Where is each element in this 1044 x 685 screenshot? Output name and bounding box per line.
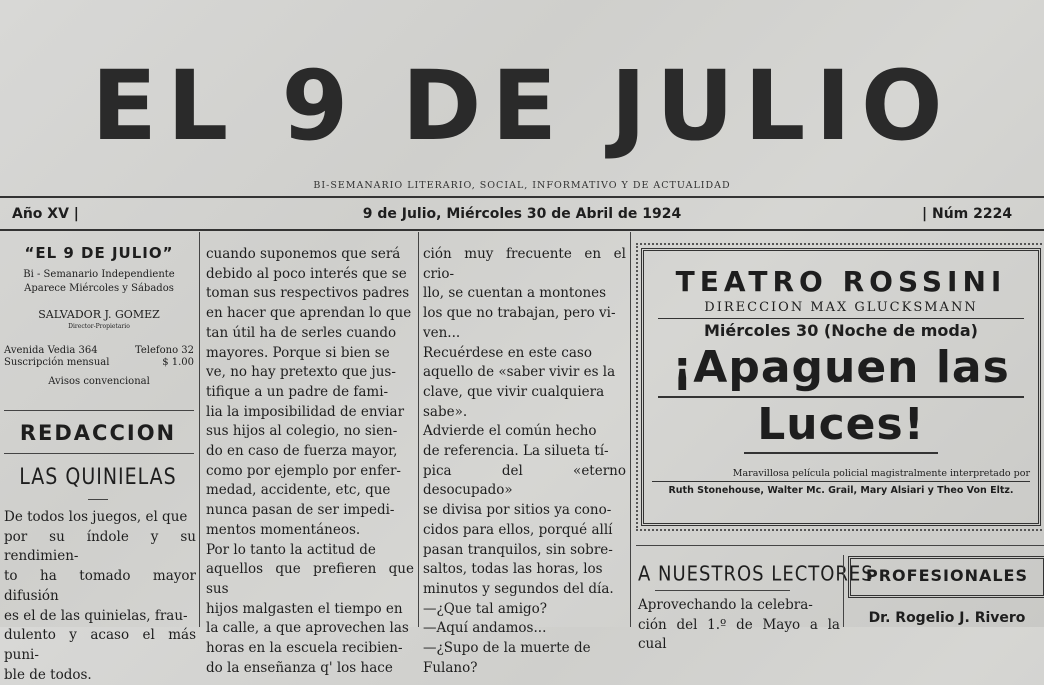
newspaper-subtitle: BI-SEMANARIO LITERARIO, SOCIAL, INFORMATIVO Y DE ACTUALIDAD — [313, 180, 731, 191]
ads-note: Avisos convencional — [48, 376, 150, 387]
issue-date: 9 de Julio, Miércoles 30 de Abril de 1924 — [362, 206, 682, 222]
doctor-name: Dr. Rogelio J. Rivero — [868, 610, 1026, 626]
director-name: SALVADOR J. GOMEZ — [38, 308, 160, 321]
film-description: Maravillosa película policial magistralmente interpretado por — [732, 468, 1030, 479]
theater-direction: DIRECCION MAX GLUCKSMANN — [704, 300, 978, 315]
headline-rule — [655, 590, 790, 591]
ad-rule — [658, 318, 1024, 319]
column-divider — [843, 555, 844, 627]
ad-rule — [652, 481, 1030, 482]
headline-dash — [88, 499, 108, 500]
address: Avenida Vedia 364 — [4, 345, 98, 356]
dateline-rule — [0, 229, 1044, 231]
top-rule — [0, 196, 1044, 198]
article-body: Aprovechando la celebra- ción del 1.º de Mayo a la cual — [638, 597, 840, 653]
section-rule — [4, 453, 194, 454]
professionals-box — [848, 556, 1044, 598]
newspaper-title: EL 9 DE JULIO — [91, 50, 953, 162]
article-body: cuando suponemos que será debido al poco interés que se toman sus respectivos padres en hacer que aprendan lo que tan útil ha de serles cuando mayores. Porque si bien se ve, no hay pretexto que jus- tifique a un padre de fami- lia la imposibilidad de enviar sus hijos al colegio, no sien- do en caso de fuerza mayor, como por ejemplo por enfer- medad, accidente, etc, que nunca pasan de ser impedi- mentos momentáneos. Por lo tanto la actitud de aquellos que prefieren que sus hijos malgasten el tiempo en la calle, a que aprovechen las horas en la escuela recibien- do la enseñanza q' los hace — [206, 246, 414, 676]
film-cast: Ruth Stonehouse, Walter Mc. Grail, Mary Alsiari y Theo Von Eltz. — [668, 485, 1014, 496]
section-rule — [4, 410, 194, 411]
theater-name: TEATRO ROSSINI — [675, 265, 1007, 298]
theater-advertisement — [641, 248, 1041, 526]
year-label: Año XV | — [12, 206, 79, 222]
ad-rule — [744, 452, 938, 454]
show-date: Miércoles 30 (Noche de moda) — [704, 321, 978, 340]
column-divider — [199, 232, 200, 627]
paper-description: Bi - Semanario Independiente — [23, 269, 175, 280]
director-role: Director-Propietario — [68, 323, 130, 330]
masthead-box — [4, 244, 194, 389]
issue-number: | Núm 2224 — [922, 206, 1013, 222]
article-headline: LAS QUINIELAS — [19, 464, 177, 490]
section-title: REDACCION — [19, 421, 177, 445]
phone: Telefono 32 — [134, 345, 194, 356]
article-headline: A NUESTROS LECTORES — [638, 562, 874, 587]
subscription: Suscripción mensual — [4, 357, 110, 368]
price: $ 1.00 — [162, 357, 194, 368]
film-title-line1: ¡Apaguen las — [672, 342, 1010, 393]
column-divider — [418, 232, 419, 627]
paper-frequency: Aparece Miércoles y Sábados — [24, 283, 174, 294]
article-body: ción muy frecuente en el crio- llo, se cuentan a montones los que no trabajan, pero vi- ven... Recuérdese en este caso aquello de «saber vivir es la clave, que vivir cualquiera sabe». Advierde el común hecho de referencia. La silueta tí- pica del «eterno desocupado» se divisa por sitios ya cono- cidos para ellos, porqué allí pasan tranquilos, sin sobre- saltos, todas las horas, los minutos y segundos del día. —¿Que tal amigo? —Aquí andamos... —¿Supo de la muerte de Fulano? — [423, 246, 626, 676]
article-body: De todos los juegos, el que por su índole y su rendimien- to ha tomado mayor difusión es el de las quinielas, frau- dulento y acaso el más puni- ble de todos. — [4, 509, 196, 683]
section-rule — [636, 545, 1044, 546]
film-title-line2: Luces! — [757, 399, 925, 450]
paper-name: “EL 9 DE JULIO” — [24, 244, 174, 262]
column-divider — [630, 232, 631, 627]
professionals-title: PROFESIONALES — [865, 566, 1028, 585]
address-row — [4, 345, 194, 357]
subscription-row — [4, 357, 194, 369]
